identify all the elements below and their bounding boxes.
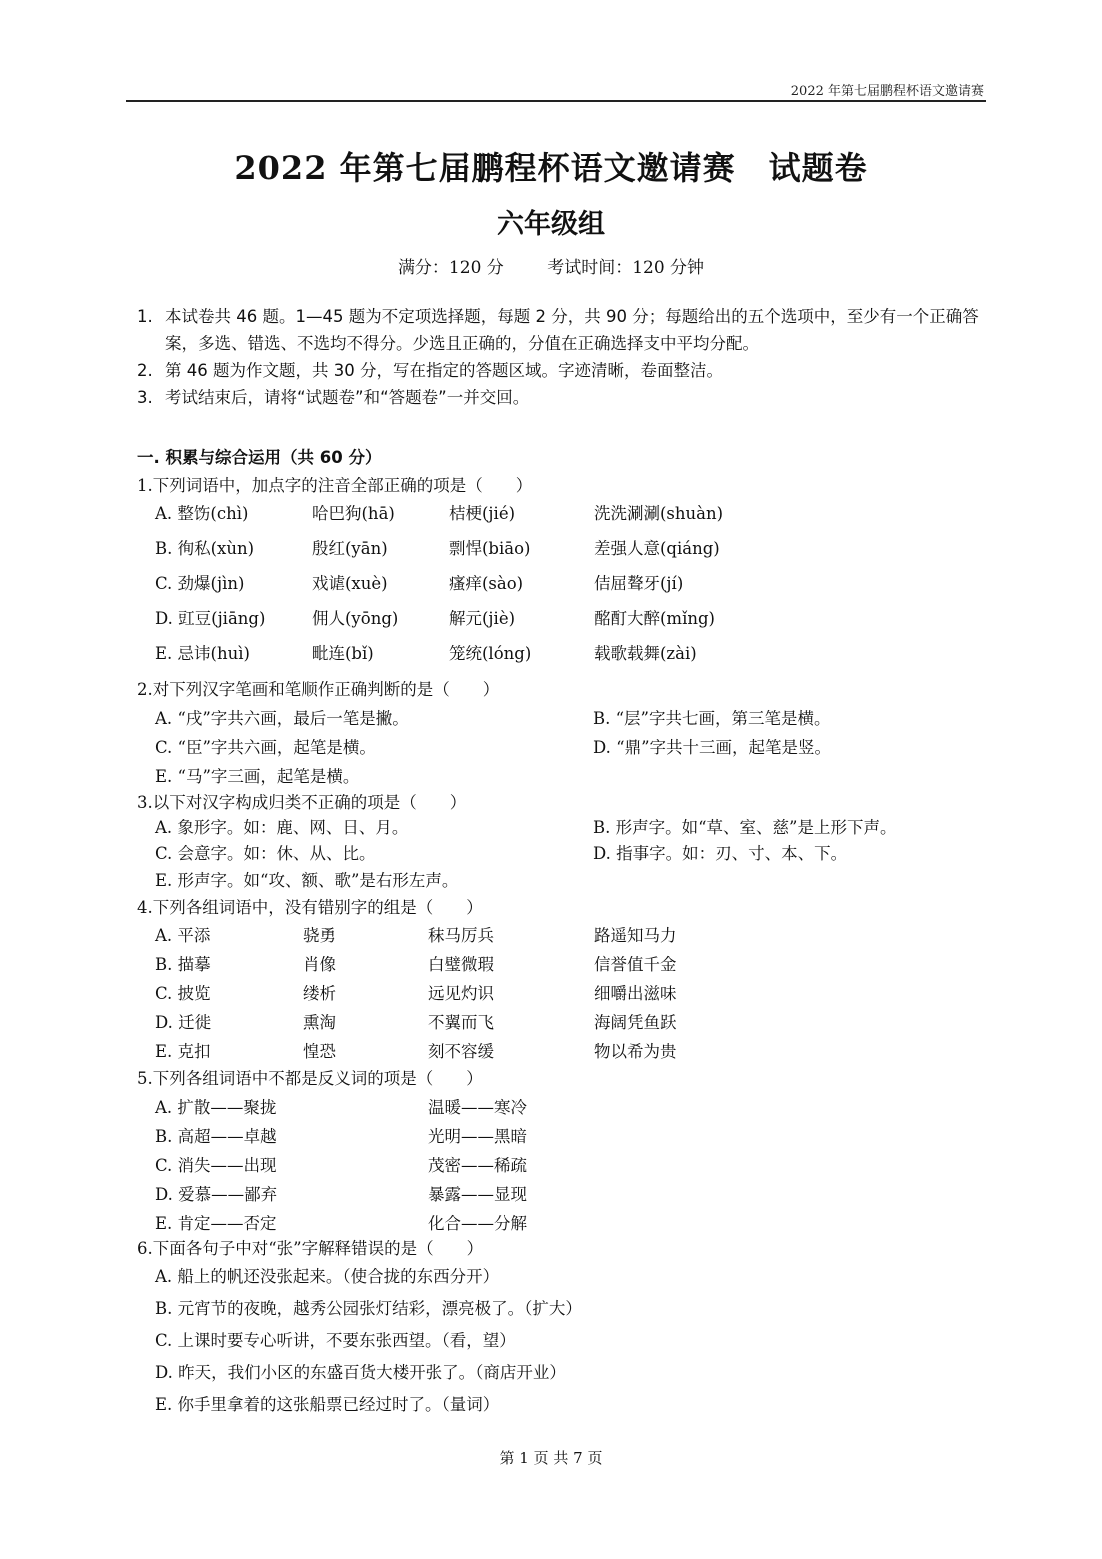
question-1: [137, 472, 724, 674]
option-row: [137, 979, 677, 1008]
option-row: [137, 1008, 677, 1037]
option: 路遥知马力: [594, 926, 677, 945]
question-stem: 2.对下列汉字笔画和笔顺作正确判断的是（ ）: [137, 680, 500, 699]
option: 温暖——寒冷: [428, 1098, 527, 1117]
option: 细嚼出滋味: [594, 984, 677, 1003]
option-row: [137, 1037, 677, 1066]
option: D. 爱慕——鄙弃: [155, 1185, 278, 1204]
option: 佣人(yōng): [312, 609, 399, 628]
option: 佶屈聱牙(jí): [594, 574, 684, 593]
option: E. 克扣: [155, 1042, 211, 1061]
option: D. “鼎”字共十三画，起笔是竖。: [593, 738, 832, 757]
option: B. 形声字。如“草、室、慈”是上形下声。: [593, 818, 897, 837]
instruction-number: 1.: [137, 307, 153, 326]
option: C. 披览: [155, 984, 211, 1003]
question-stem: 6.下面各句子中对“张”字解释错误的是（ ）: [137, 1239, 484, 1258]
option-row: [137, 1180, 527, 1209]
running-header: 2022 年第七届鹏程杯语文邀请赛: [790, 84, 984, 99]
option-row: [137, 534, 720, 569]
option-row: [137, 733, 832, 762]
option-row: [137, 815, 897, 841]
option: E. 肯定——否定: [155, 1214, 277, 1233]
option: 刻不容缓: [428, 1042, 494, 1061]
option-row: [137, 1390, 500, 1422]
option-row: [137, 1262, 500, 1294]
question-6: [137, 1236, 582, 1422]
option: 白璧微瑕: [428, 955, 494, 974]
option-row: [137, 569, 684, 604]
option: E. 你手里拿着的这张船票已经过时了。（量词）: [155, 1395, 500, 1414]
option: B. “层”字共七画，第三笔是横。: [593, 709, 831, 728]
option: E. 形声字。如“攻、额、歌”是右形左声。: [155, 871, 459, 890]
option-row: [137, 1209, 527, 1238]
option: 惶恐: [303, 1042, 336, 1061]
exam-meta: [0, 253, 1102, 278]
question-stem: 3.以下对汉字构成归类不正确的项是（ ）: [137, 793, 467, 812]
page-number: 第 1 页 共 7 页: [499, 1449, 603, 1467]
option: 哈巴狗(hā): [312, 504, 395, 523]
option-row: [137, 704, 831, 733]
question-stem: 1.下列词语中，加点字的注音全部正确的项是（ ）: [137, 476, 533, 495]
option: 载歌载舞(zài): [594, 644, 697, 663]
option: 海阔凭鱼跃: [594, 1013, 677, 1032]
full-score: 满分：120 分: [397, 258, 504, 278]
instruction-text: 考试结束后，请将“试题卷”和“答题卷”一并交回。: [165, 388, 530, 407]
instructions: [137, 303, 987, 411]
option: C. 上课时要专心听讲，不要东张西望。（看，望）: [155, 1331, 516, 1350]
option-row: [137, 950, 677, 979]
option: 桔梗(jié): [449, 504, 516, 523]
option: D. 豇豆(jiāng): [155, 609, 266, 628]
option-row: [137, 1326, 516, 1358]
option-row: [137, 762, 499, 791]
instruction-text: 第 46 题为作文题，共 30 分，写在指定的答题区域。字迹清晰，卷面整洁。: [165, 361, 723, 380]
option: C. 会意字。如：休、从、比。: [155, 844, 376, 863]
option: 殷红(yān): [312, 539, 388, 558]
exam-time: 考试时间：120 分钟: [547, 258, 705, 278]
option: E. “马”字三画，起笔是横。: [155, 767, 360, 786]
page-title: 2022 年第七届鹏程杯语文邀请赛 试题卷: [234, 149, 868, 187]
instruction-item: [137, 357, 987, 384]
option: 剽悍(biāo): [449, 539, 531, 558]
question-stem: 5.下列各组词语中不都是反义词的项是（ ）: [137, 1069, 483, 1088]
option: 缕析: [303, 984, 336, 1003]
option: 戏谑(xuè): [312, 574, 388, 593]
question-2: [137, 675, 832, 791]
option: C. “臣”字共六画，起笔是横。: [155, 738, 376, 757]
option: 骁勇: [303, 926, 336, 945]
option: 不翼而飞: [428, 1013, 494, 1032]
option: 熏淘: [303, 1013, 336, 1032]
option: 信誉值千金: [594, 955, 677, 974]
instruction-item: [137, 384, 987, 411]
section-title: 一. 积累与综合运用（共 60 分）: [137, 448, 382, 467]
option: E. 忌讳(huì): [155, 644, 250, 663]
option: 笼统(lóng): [449, 644, 532, 663]
instruction-number: 2.: [137, 361, 153, 380]
option: A. 整饬(chì): [155, 504, 249, 523]
question-4: [137, 894, 677, 1066]
option-row: [137, 1358, 566, 1390]
option-row: [137, 1151, 527, 1180]
question-3: [137, 790, 897, 894]
option-row: [137, 499, 724, 534]
option: 解元(jiè): [449, 609, 516, 628]
option: D. 迁徙: [155, 1013, 212, 1032]
question-stem: 4.下列各组词语中，没有错别字的组是（ ）: [137, 898, 483, 917]
option: B. 描摹: [155, 955, 211, 974]
option: 毗连(bǐ): [312, 644, 374, 663]
page-subtitle: 六年级组: [497, 209, 605, 240]
option-row: [137, 639, 697, 674]
header-rule: [126, 100, 986, 102]
option-row: [137, 604, 715, 639]
option: 化合——分解: [428, 1214, 527, 1233]
option: B. 徇私(xùn): [155, 539, 255, 558]
option: 远见灼识: [428, 984, 494, 1003]
option: 暴露——显现: [428, 1185, 527, 1204]
option: 瘙痒(sào): [449, 574, 524, 593]
option: 茂密——稀疏: [428, 1156, 527, 1175]
instruction-text: 本试卷共 46 题。1—45 题为不定项选择题，每题 2 分，共 90 分；每题给出的五个选项中，至少有一个正确答案，多选、错选、不选均不得分。少选且正确的，分值在正确选择支中平均分配。: [165, 307, 979, 353]
option: 物以希为贵: [594, 1042, 677, 1061]
option-row: [137, 1093, 527, 1122]
instruction-number: 3.: [137, 388, 153, 407]
option: C. 劲爆(jìn): [155, 574, 245, 593]
option: A. 扩散——聚拢: [155, 1098, 277, 1117]
option: 酩酊大醉(mǐng): [594, 609, 715, 628]
option: A. 平添: [155, 926, 211, 945]
option: 差强人意(qiáng): [594, 539, 720, 558]
option: 洗洗涮涮(shuàn): [594, 504, 724, 523]
option: A. “戌”字共六画，最后一笔是撇。: [155, 709, 409, 728]
option: A. 船上的帆还没张起来。（使合拢的东西分开）: [155, 1267, 500, 1286]
instruction-item: [137, 303, 987, 357]
option-row: [137, 867, 466, 894]
option-row: [137, 1294, 582, 1326]
option: D. 指事字。如：刃、寸、本、下。: [593, 844, 848, 863]
option: B. 高超——卓越: [155, 1127, 277, 1146]
option: 光明——黑暗: [428, 1127, 527, 1146]
option: 秣马厉兵: [428, 926, 494, 945]
option: C. 消失——出现: [155, 1156, 277, 1175]
option: 肖像: [303, 955, 336, 974]
option-row: [137, 1122, 527, 1151]
option-row: [137, 841, 848, 867]
option: D. 昨天，我们小区的东盛百货大楼开张了。（商店开业）: [155, 1363, 566, 1382]
option: A. 象形字。如：鹿、网、日、月。: [155, 818, 409, 837]
option-row: [137, 921, 677, 950]
question-5: [137, 1065, 527, 1238]
option: B. 元宵节的夜晚，越秀公园张灯结彩，漂亮极了。（扩大）: [155, 1299, 582, 1318]
